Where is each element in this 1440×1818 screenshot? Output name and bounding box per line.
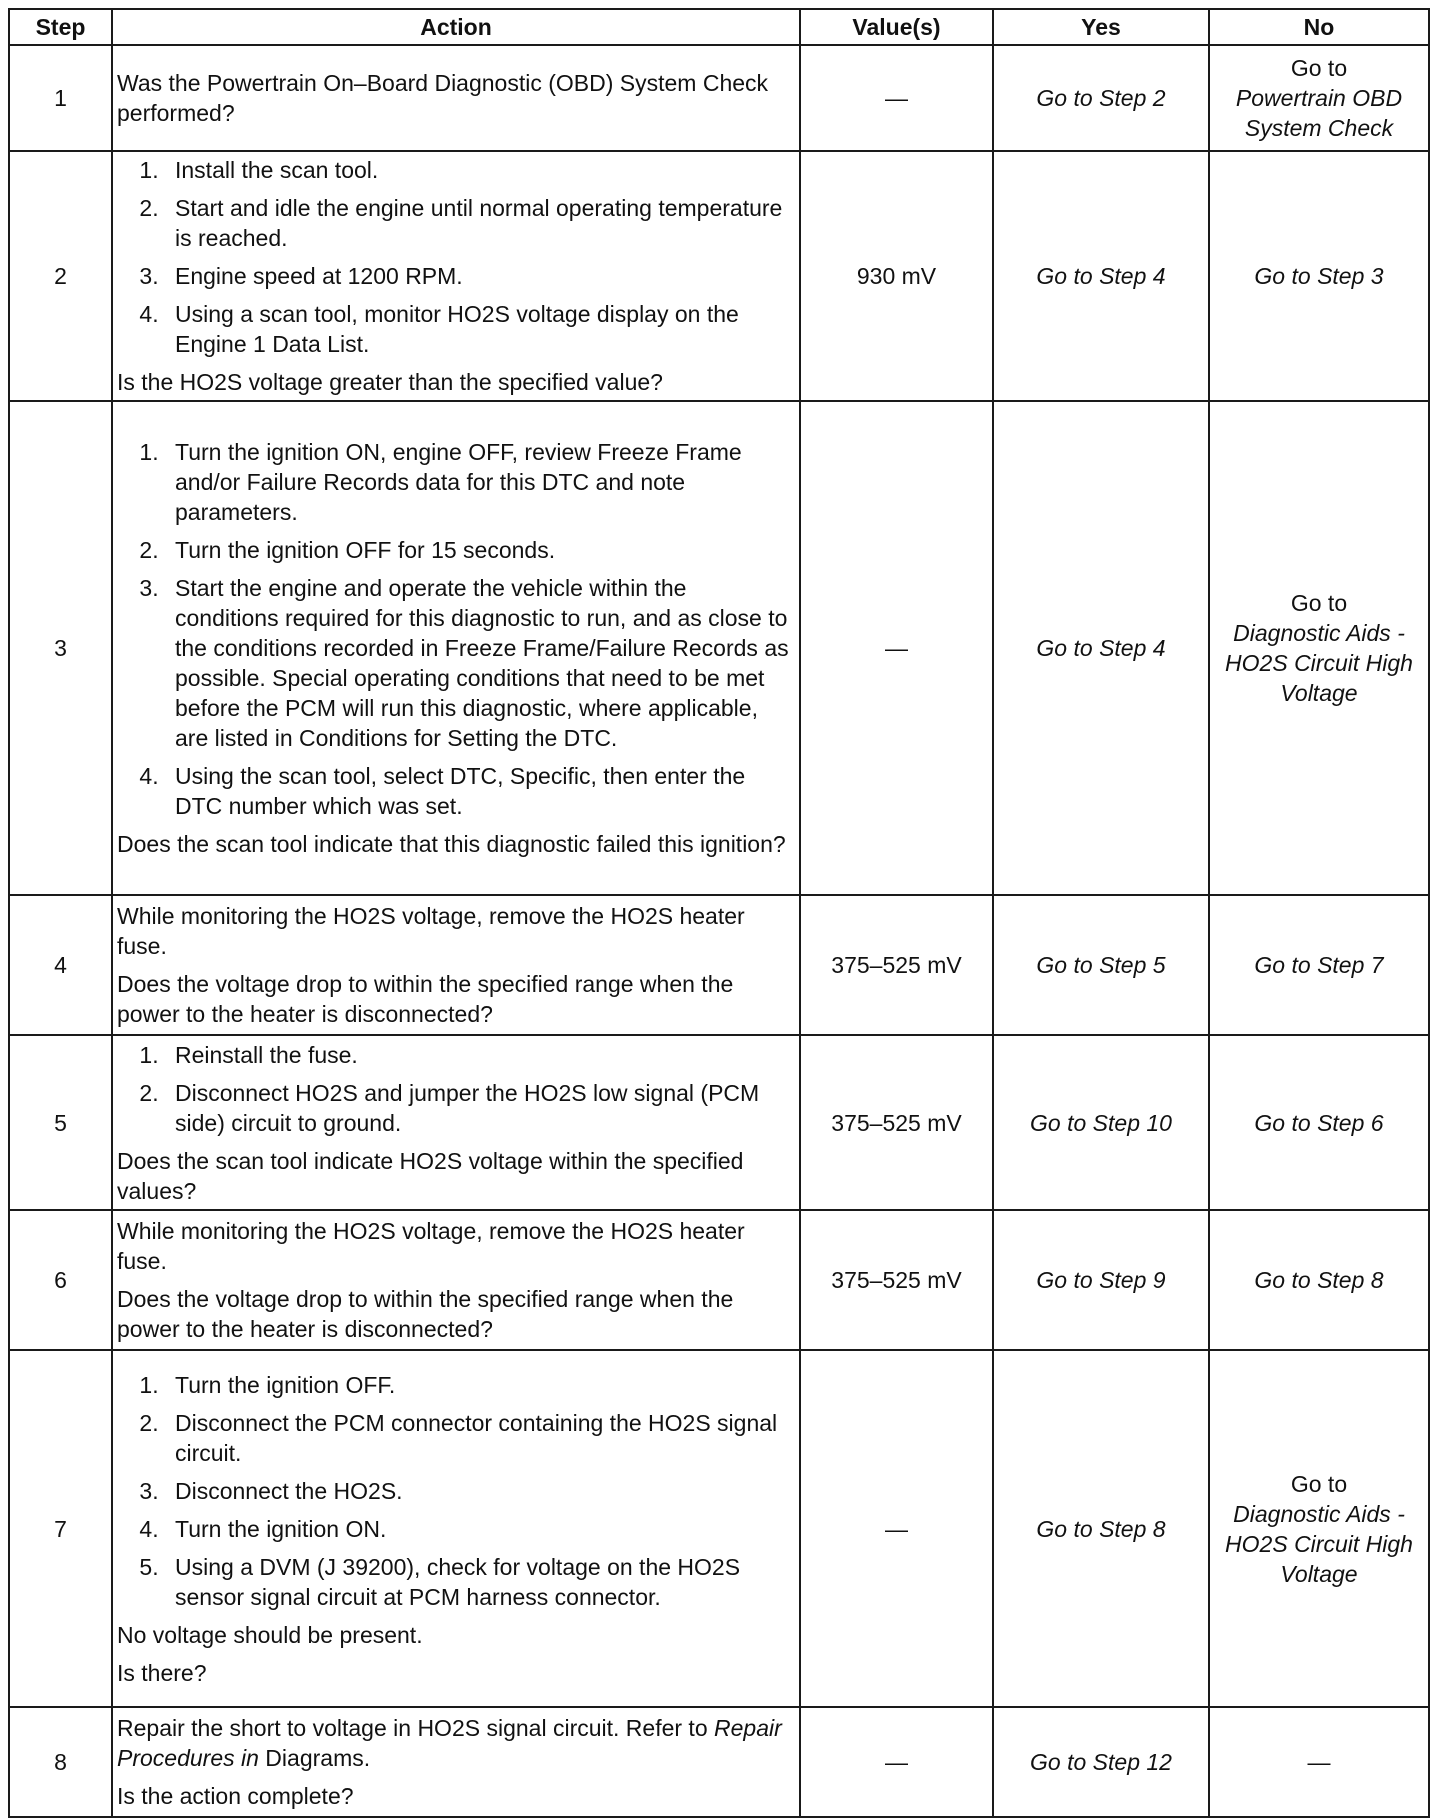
action-question: Does the scan tool indicate HO2S voltage within the specified values? [117, 1147, 744, 1204]
action-cell [112, 1350, 800, 1707]
no-cell [1209, 45, 1429, 151]
value-cell: — [800, 1350, 993, 1707]
step-number: 4 [9, 895, 112, 1035]
no-cell: Go to Step 8 [1209, 1210, 1429, 1350]
value-cell: 375–525 mV [800, 1210, 993, 1350]
action-question: While monitoring the HO2S voltage, remove the HO2S heater fuse. [117, 903, 745, 959]
header-no: No [1209, 9, 1429, 45]
no-cell: Go to Step 7 [1209, 895, 1429, 1035]
table-row [9, 151, 1429, 401]
step-number: 1 [9, 45, 112, 151]
step-number: 8 [9, 1707, 112, 1817]
instruction-item: 2. Start and idle the engine until normal operating temperature is reached. [165, 193, 795, 253]
yes-cell: Go to Step 4 [993, 151, 1209, 401]
action-question: Is the HO2S voltage greater than the specified value? [117, 369, 663, 395]
action-question: Does the scan tool indicate that this diagnostic failed this ignition? [117, 831, 786, 857]
step-number: 5 [9, 1035, 112, 1210]
action-question: While monitoring the HO2S voltage, remove the HO2S heater fuse. [117, 1218, 745, 1274]
yes-cell: Go to Step 12 [993, 1707, 1209, 1817]
no-cell [1209, 1350, 1429, 1707]
yes-cell: Go to Step 5 [993, 895, 1209, 1035]
action-question: Does the voltage drop to within the specified range when the power to the heater is disconnected? [117, 971, 734, 1027]
action-cell [112, 401, 800, 895]
header-values: Value(s) [800, 9, 993, 45]
instruction-list [117, 437, 795, 821]
diagnostic-table [8, 8, 1430, 1818]
no-cell: Go to Step 6 [1209, 1035, 1429, 1210]
table-row [9, 1707, 1429, 1817]
instruction-item: 2. Turn the ignition OFF for 15 seconds. [165, 535, 795, 565]
action-cell [112, 1707, 800, 1817]
action-cell [112, 1210, 800, 1350]
action-cell [112, 151, 800, 401]
repair-tail: Diagrams. [258, 1745, 371, 1771]
instruction-list [117, 155, 795, 359]
instruction-list [117, 1040, 795, 1138]
no-cell: Go to Step 3 [1209, 151, 1429, 401]
no-reference: Diagnostic Aids - HO2S Circuit High Voltage [1225, 1500, 1413, 1587]
instruction-item: 3. Start the engine and operate the vehicle within the conditions required for this diagnostic to run, and as close to the conditions recorded in Freeze Frame/Failure Records as possible. Special operating conditions that need to be met before the PCM will run this diagnostic, where applicable, are listed in Conditions for Setting the DTC. [165, 573, 795, 753]
table-row [9, 895, 1429, 1035]
instruction-item: 3. Disconnect the HO2S. [165, 1476, 795, 1506]
instruction-item: 3. Engine speed at 1200 RPM. [165, 261, 795, 291]
value-cell: — [800, 1707, 993, 1817]
header-yes: Yes [993, 9, 1209, 45]
value-cell: — [800, 401, 993, 895]
no-cell [1209, 401, 1429, 895]
step-number: 2 [9, 151, 112, 401]
table-row [9, 45, 1429, 151]
no-reference: Diagnostic Aids - HO2S Circuit High Voltage [1225, 620, 1413, 706]
instruction-item: 5. Using a DVM (J 39200), check for voltage on the HO2S sensor signal circuit at PCM harness connector. [165, 1552, 795, 1612]
yes-cell: Go to Step 8 [993, 1350, 1209, 1707]
no-reference: Powertrain OBD System Check [1235, 85, 1403, 141]
action-question: Does the voltage drop to within the specified range when the power to the heater is disconnected? [117, 1286, 734, 1342]
table-row [9, 1035, 1429, 1210]
no-prefix: Go to [1290, 55, 1348, 81]
table-row [9, 1350, 1429, 1707]
action-question: Is the action complete? [117, 1783, 354, 1809]
instruction-list [117, 1370, 795, 1612]
header-row [9, 9, 1429, 45]
header-action: Action [112, 9, 800, 45]
instruction-item: 1. Turn the ignition OFF. [165, 1370, 795, 1400]
instruction-item: 1. Turn the ignition ON, engine OFF, review Freeze Frame and/or Failure Records data for this DTC and note parameters. [165, 437, 795, 527]
no-value: — [1307, 1749, 1331, 1775]
instruction-item: 1. Reinstall the fuse. [165, 1040, 795, 1070]
no-prefix: Go to [1290, 590, 1348, 616]
instruction-item: 4. Turn the ignition ON. [165, 1514, 795, 1544]
step-number: 3 [9, 401, 112, 895]
no-cell [1209, 1707, 1429, 1817]
yes-cell: Go to Step 10 [993, 1035, 1209, 1210]
action-cell [112, 45, 800, 151]
action-cell [112, 895, 800, 1035]
yes-cell: Go to Step 4 [993, 401, 1209, 895]
yes-cell: Go to Step 9 [993, 1210, 1209, 1350]
value-cell: 375–525 mV [800, 1035, 993, 1210]
step-number: 6 [9, 1210, 112, 1350]
no-prefix: Go to [1290, 1470, 1348, 1497]
yes-cell: Go to Step 2 [993, 45, 1209, 151]
table-row [9, 1210, 1429, 1350]
instruction-item: 4. Using a scan tool, monitor HO2S voltage display on the Engine 1 Data List. [165, 299, 795, 359]
step-number: 7 [9, 1350, 112, 1707]
table-row [9, 401, 1429, 895]
instruction-item: 2. Disconnect HO2S and jumper the HO2S low signal (PCM side) circuit to ground. [165, 1078, 795, 1138]
instruction-item: 1. Install the scan tool. [165, 155, 795, 185]
repair-lead: Repair the short to voltage in HO2S signal circuit. Refer to [117, 1715, 715, 1741]
repair-reference: Repair Procedures in [117, 1715, 782, 1771]
action-question: No voltage should be present. [117, 1621, 423, 1648]
value-cell: 375–525 mV [800, 895, 993, 1035]
action-question: Was the Powertrain On–Board Diagnostic (OBD) System Check performed? [117, 70, 769, 126]
action-cell [112, 1035, 800, 1210]
instruction-item: 4. Using the scan tool, select DTC, Specific, then enter the DTC number which was set. [165, 761, 795, 821]
instruction-item: 2. Disconnect the PCM connector containing the HO2S signal circuit. [165, 1408, 795, 1468]
header-step: Step [9, 9, 112, 45]
action-question: Is there? [117, 1659, 207, 1686]
value-cell: — [800, 45, 993, 151]
value-cell: 930 mV [800, 151, 993, 401]
repair-instruction [117, 1713, 795, 1773]
